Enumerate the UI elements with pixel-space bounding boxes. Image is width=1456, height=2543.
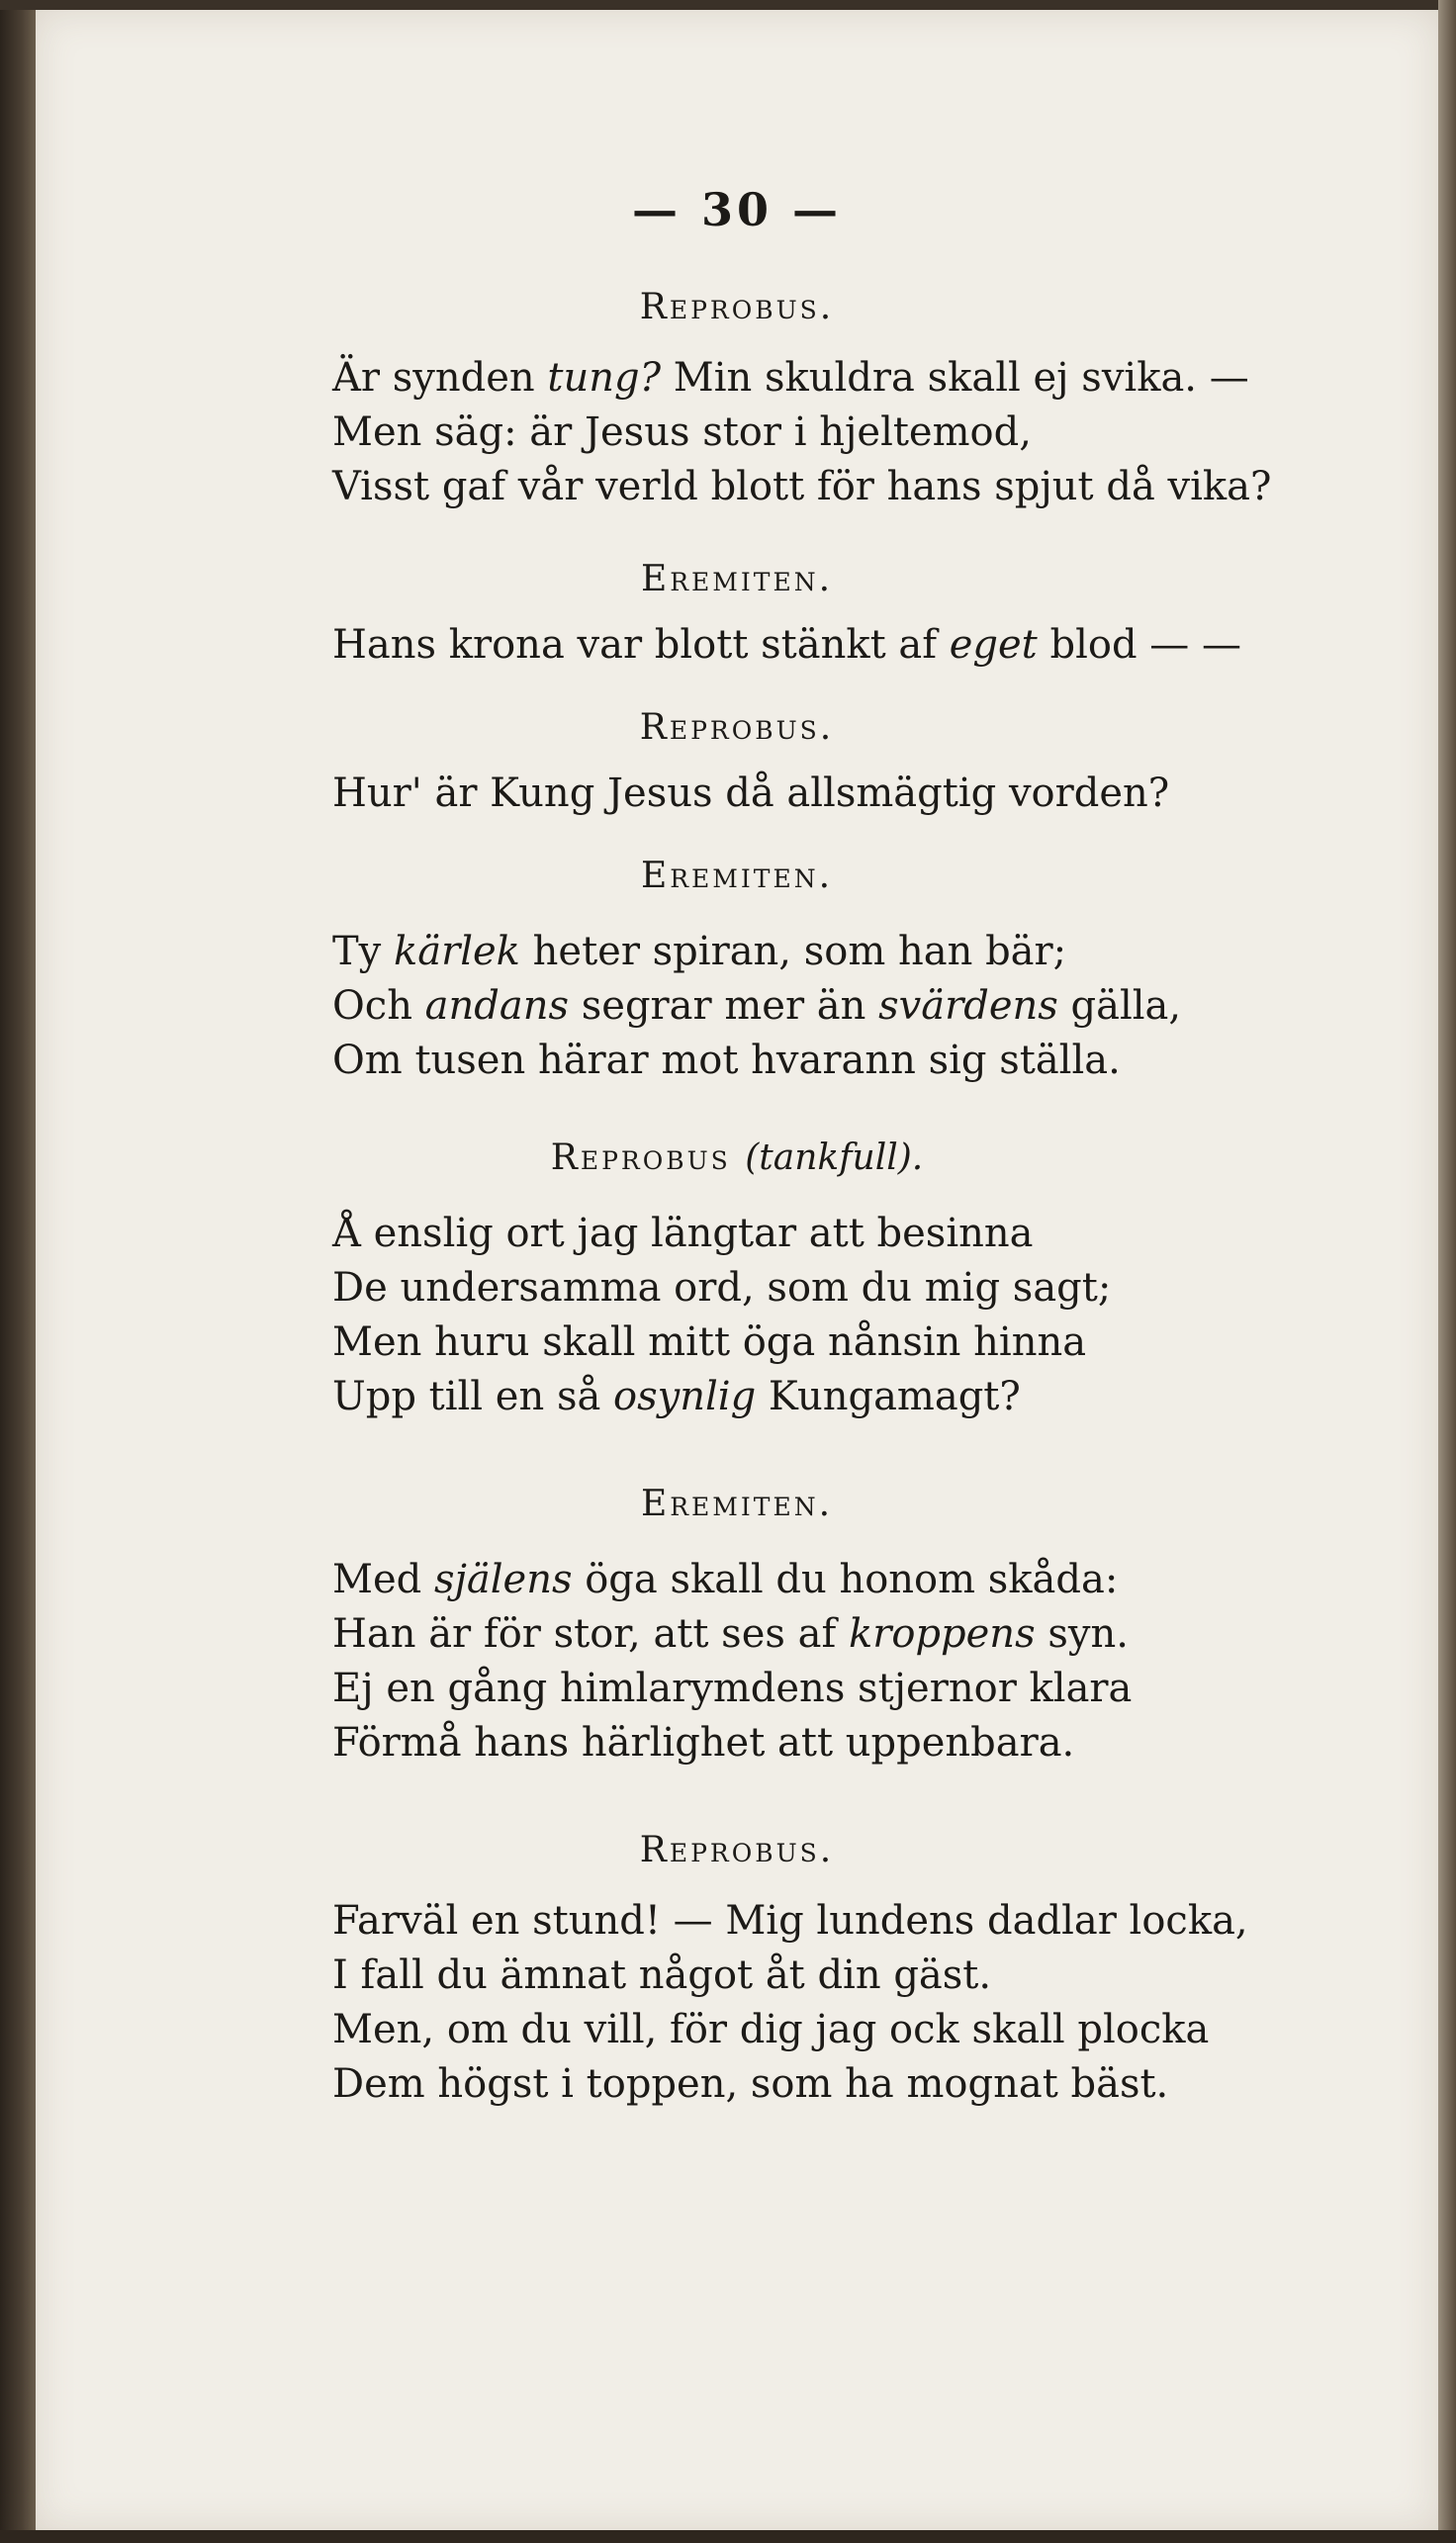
speaker-heading: Eremiten. xyxy=(640,856,834,896)
verse-line: Hans krona var blott stänkt af eget blod — — xyxy=(332,622,1241,668)
verse-line: Han är för stor, att ses af kroppens syn. xyxy=(332,1611,1129,1657)
verse-line: Men huru skall mitt öga nånsin hinna xyxy=(332,1319,1087,1365)
verse-line: Å enslig ort jag längtar att besinna xyxy=(332,1211,1034,1256)
verse-line: Visst gaf vår verld blott för hans spjut då vika? xyxy=(332,464,1272,509)
verse-line: Dem högst i toppen, som ha mognat bäst. xyxy=(332,2061,1169,2107)
verse-line: Men säg: är Jesus stor i hjeltemod, xyxy=(332,409,1032,455)
verse-block xyxy=(332,1894,1420,2112)
verse-line: Är synden tung? Min skuldra skall ej svika. — xyxy=(332,355,1249,401)
verse-line: Och andans segrar mer än svärdens gälla, xyxy=(332,983,1182,1029)
verse-line: Hur' är Kung Jesus då allsmägtig vorden? xyxy=(332,771,1170,816)
page-stack-edge xyxy=(1438,0,1456,2543)
verse-line: Ej en gång himlarymdens stjernor klara xyxy=(332,1666,1133,1711)
speaker-heading: Reprobus. xyxy=(639,707,835,748)
verse-block xyxy=(332,618,1420,673)
speaker-heading: Eremiten. xyxy=(640,559,834,599)
book-bottom-edge xyxy=(0,2530,1456,2543)
verse-line: Ty kärlek heter spiran, som han bär; xyxy=(332,929,1067,974)
verse-line: Med själens öga skall du honom skåda: xyxy=(332,1557,1119,1602)
verse-line: Om tusen härar mot hvarann sig ställa. xyxy=(332,1038,1121,1083)
verse-line: Farväl en stund! — Mig lundens dadlar locka, xyxy=(332,1898,1248,1944)
book-binding-edge xyxy=(0,10,36,2530)
verse-line: Men, om du vill, för dig jag ock skall plocka xyxy=(332,2007,1210,2052)
verse-line: I fall du ämnat något åt din gäst. xyxy=(332,1953,992,1998)
verse-block xyxy=(332,1553,1420,1771)
speaker-heading: Reprobus. xyxy=(639,1830,835,1870)
book-page xyxy=(36,10,1438,2530)
speaker-heading: Eremiten. xyxy=(640,1484,834,1524)
verse-line: Förmå hans härlighet att uppenbara. xyxy=(332,1720,1075,1766)
stage-direction: (tankfull). xyxy=(745,1137,924,1178)
speaker-heading: Reprobus (tankfull). xyxy=(550,1137,924,1178)
verse-block xyxy=(332,925,1420,1088)
page-number: — 30 — xyxy=(631,183,843,236)
verse-block xyxy=(332,1207,1420,1424)
verse-block xyxy=(332,351,1420,514)
speaker-heading: Reprobus. xyxy=(639,287,835,327)
verse-line: Upp till en så osynlig Kungamagt? xyxy=(332,1374,1021,1419)
verse-block xyxy=(332,767,1420,821)
verse-line: De undersamma ord, som du mig sagt; xyxy=(332,1265,1112,1311)
